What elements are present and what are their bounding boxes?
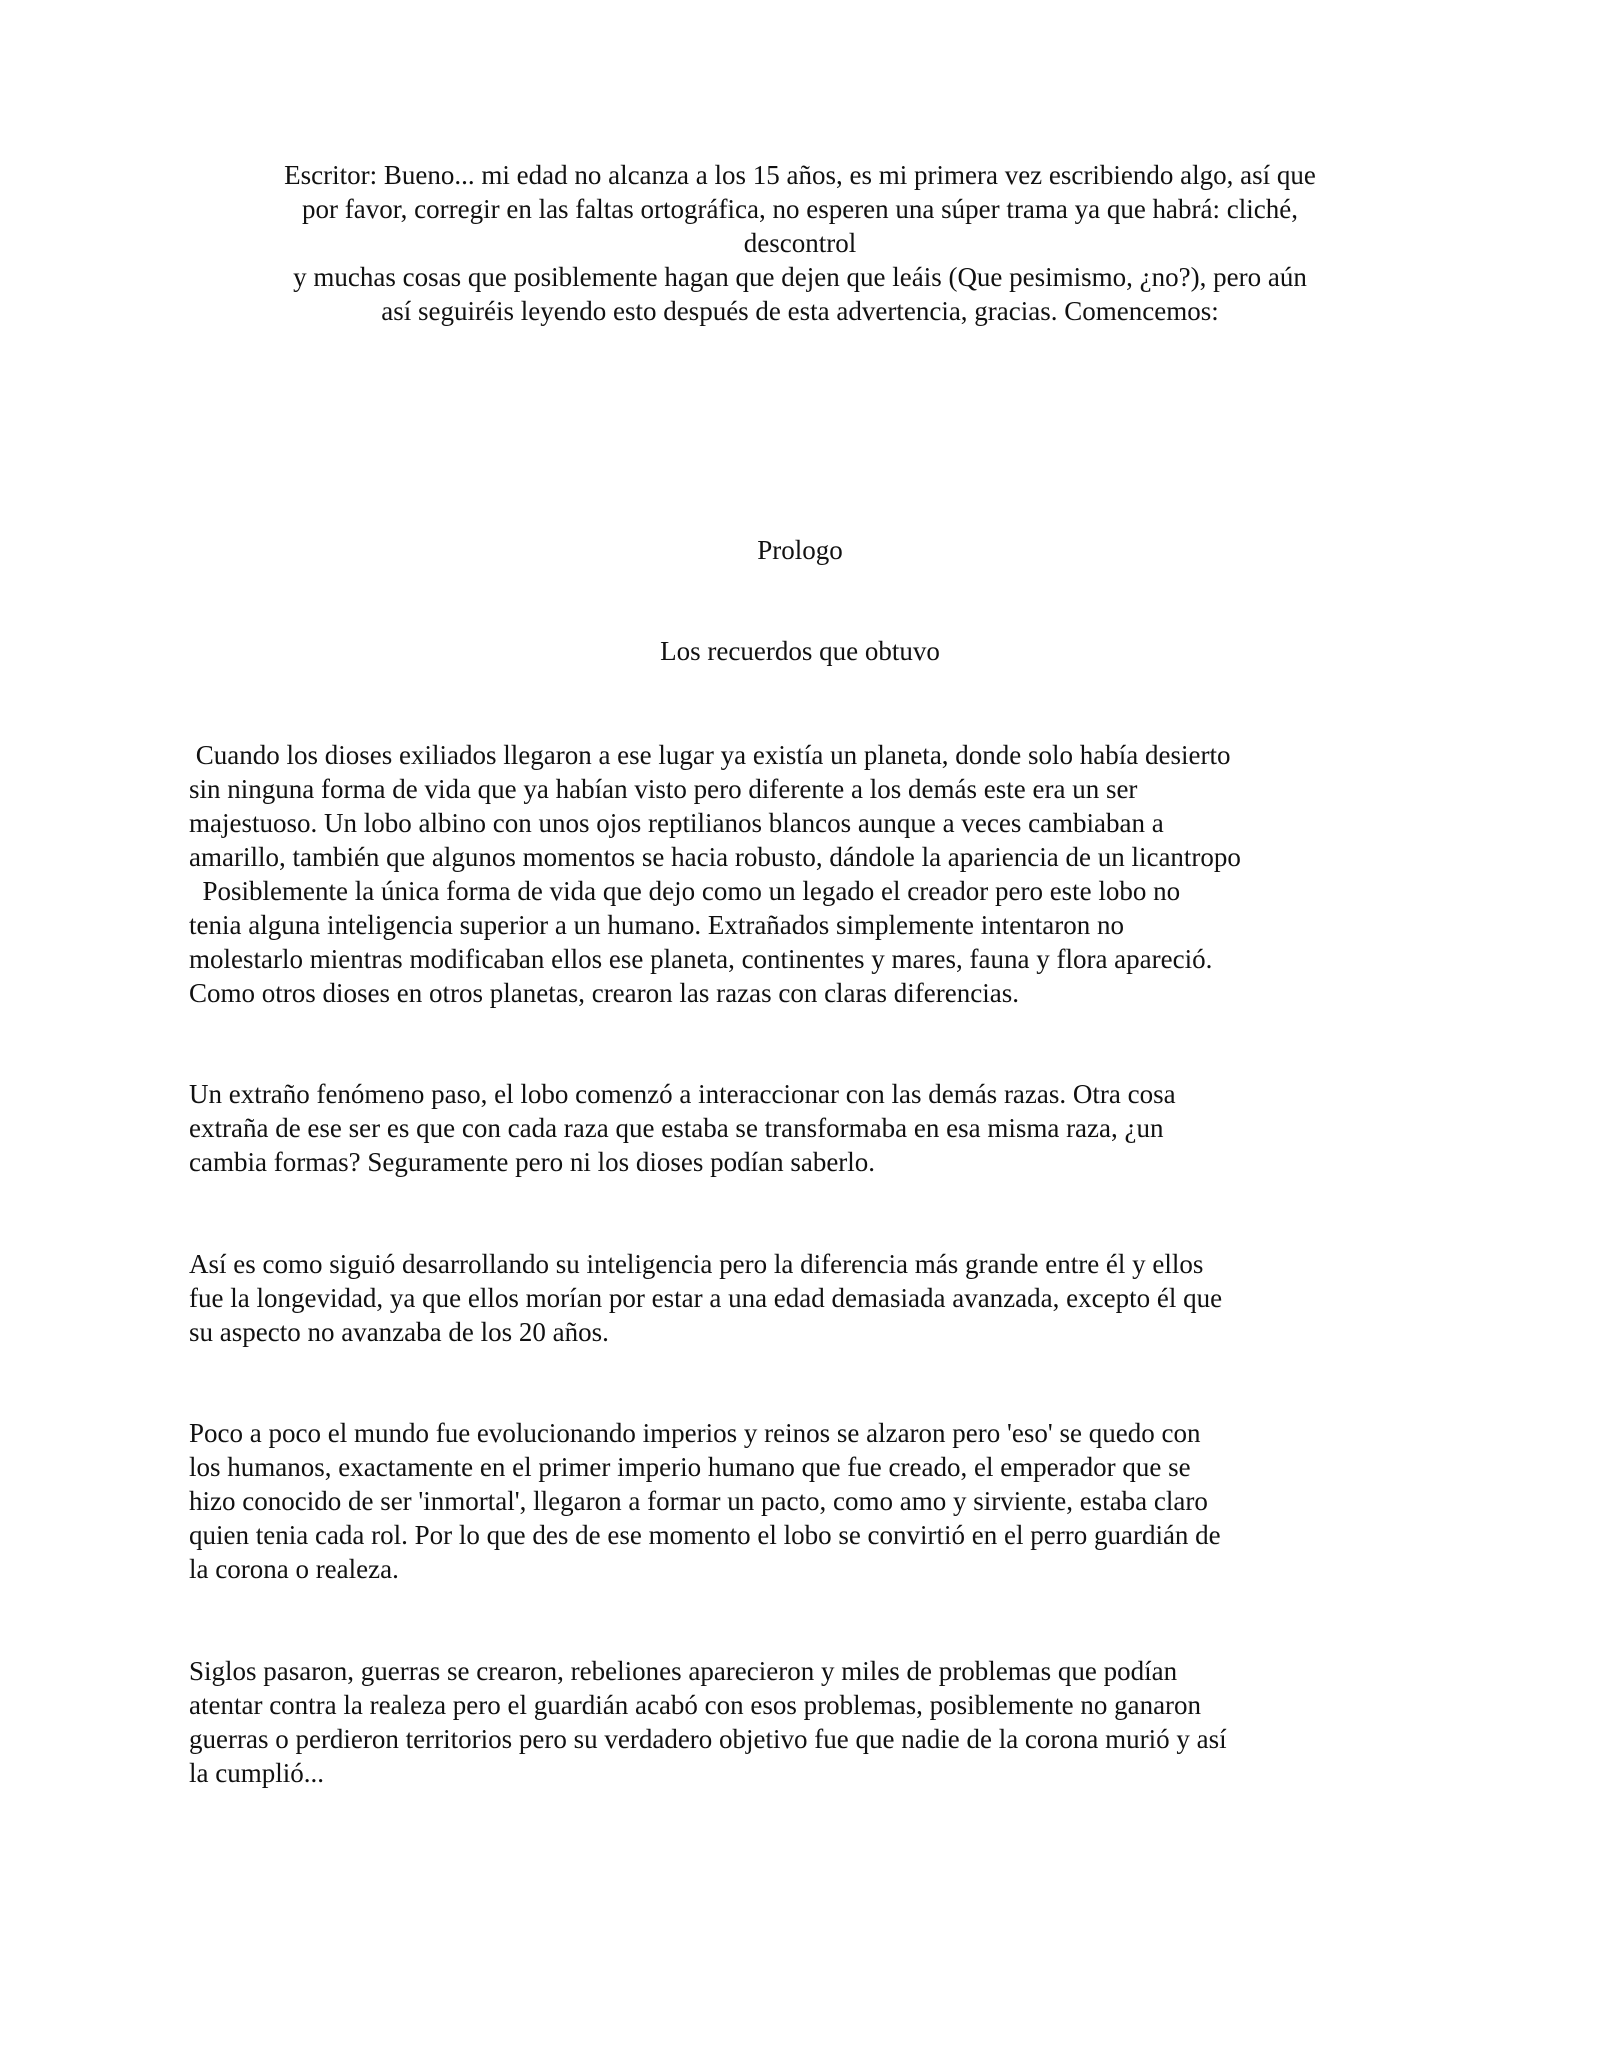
paragraph-line: Siglos pasaron, guerras se crearon, rebeliones aparecieron y miles de problemas que podían	[189, 1656, 1178, 1686]
paragraph-line: los humanos, exactamente en el primer imperio humano que fue creado, el emperador que se	[189, 1452, 1191, 1482]
paragraph-line: atentar contra la realeza pero el guardián acabó con esos problemas, posiblemente no ganaron	[189, 1690, 1202, 1720]
paragraph-line: Posiblemente la única forma de vida que dejo como un legado el creador pero este lobo no	[189, 876, 1181, 906]
paragraph-line: la cumplió...	[189, 1758, 324, 1788]
prologue-subtitle: Los recuerdos que obtuvo	[660, 636, 940, 666]
paragraph-line: tenia alguna inteligencia superior a un humano. Extrañados simplemente intentaron no	[189, 910, 1124, 940]
author-note-line: por favor, corregir en las faltas ortográfica, no esperen una súper trama ya que habrá: cliché,	[302, 194, 1298, 224]
author-note-line: y muchas cosas que posiblemente hagan que dejen que leáis (Que pesimismo, ¿no?), pero aún	[293, 262, 1307, 292]
paragraph-line: Poco a poco el mundo fue evolucionando imperios y reinos se alzaron pero 'eso' se quedo con	[189, 1418, 1201, 1448]
paragraph-line: majestuoso. Un lobo albino con unos ojos reptilianos blancos aunque a veces cambiaban a	[189, 808, 1164, 838]
paragraph-line: hizo conocido de ser 'inmortal', llegaron a formar un pacto, como amo y sirviente, estaba claro	[189, 1486, 1208, 1516]
author-note-line: Escritor: Bueno... mi edad no alcanza a los 15 años, es mi primera vez escribiendo algo, así que	[284, 160, 1316, 190]
paragraph-line: fue la longevidad, ya que ellos morían por estar a una edad demasiada avanzada, excepto él que	[189, 1283, 1223, 1313]
paragraph-line: la corona o realeza.	[189, 1554, 399, 1584]
paragraph-line: Así es como siguió desarrollando su inteligencia pero la diferencia más grande entre él y ellos	[189, 1249, 1204, 1279]
paragraph-line: su aspecto no avanzaba de los 20 años.	[189, 1317, 609, 1347]
paragraph-line: guerras o perdieron territorios pero su verdadero objetivo fue que nadie de la corona murió y así	[189, 1724, 1227, 1754]
paragraph-line: Un extraño fenómeno paso, el lobo comenzó a interaccionar con las demás razas. Otra cosa	[189, 1079, 1176, 1109]
paragraph-line: Cuando los dioses exiliados llegaron a ese lugar ya existía un planeta, donde solo había desierto	[189, 740, 1231, 770]
paragraph-line: sin ninguna forma de vida que ya habían visto pero diferente a los demás este era un ser	[189, 774, 1138, 804]
paragraph-line: cambia formas? Seguramente pero ni los dioses podían saberlo.	[189, 1147, 876, 1177]
author-note-line: descontrol	[743, 228, 857, 258]
paragraph-line: Como otros dioses en otros planetas, crearon las razas con claras diferencias.	[189, 978, 1019, 1008]
author-note-line: así seguiréis leyendo esto después de esta advertencia, gracias. Comencemos:	[381, 296, 1219, 326]
paragraph-line: amarillo, también que algunos momentos se hacia robusto, dándole la apariencia de un licantropo	[189, 842, 1241, 872]
paragraph-line: extraña de ese ser es que con cada raza que estaba se transformaba en esa misma raza, ¿un	[189, 1113, 1164, 1143]
paragraph-line: molestarlo mientras modificaban ellos ese planeta, continentes y mares, fauna y flora apareció.	[189, 944, 1213, 974]
prologue-title: Prologo	[757, 535, 843, 565]
paragraph-line: quien tenia cada rol. Por lo que des de ese momento el lobo se convirtió en el perro guardián de	[189, 1520, 1221, 1550]
